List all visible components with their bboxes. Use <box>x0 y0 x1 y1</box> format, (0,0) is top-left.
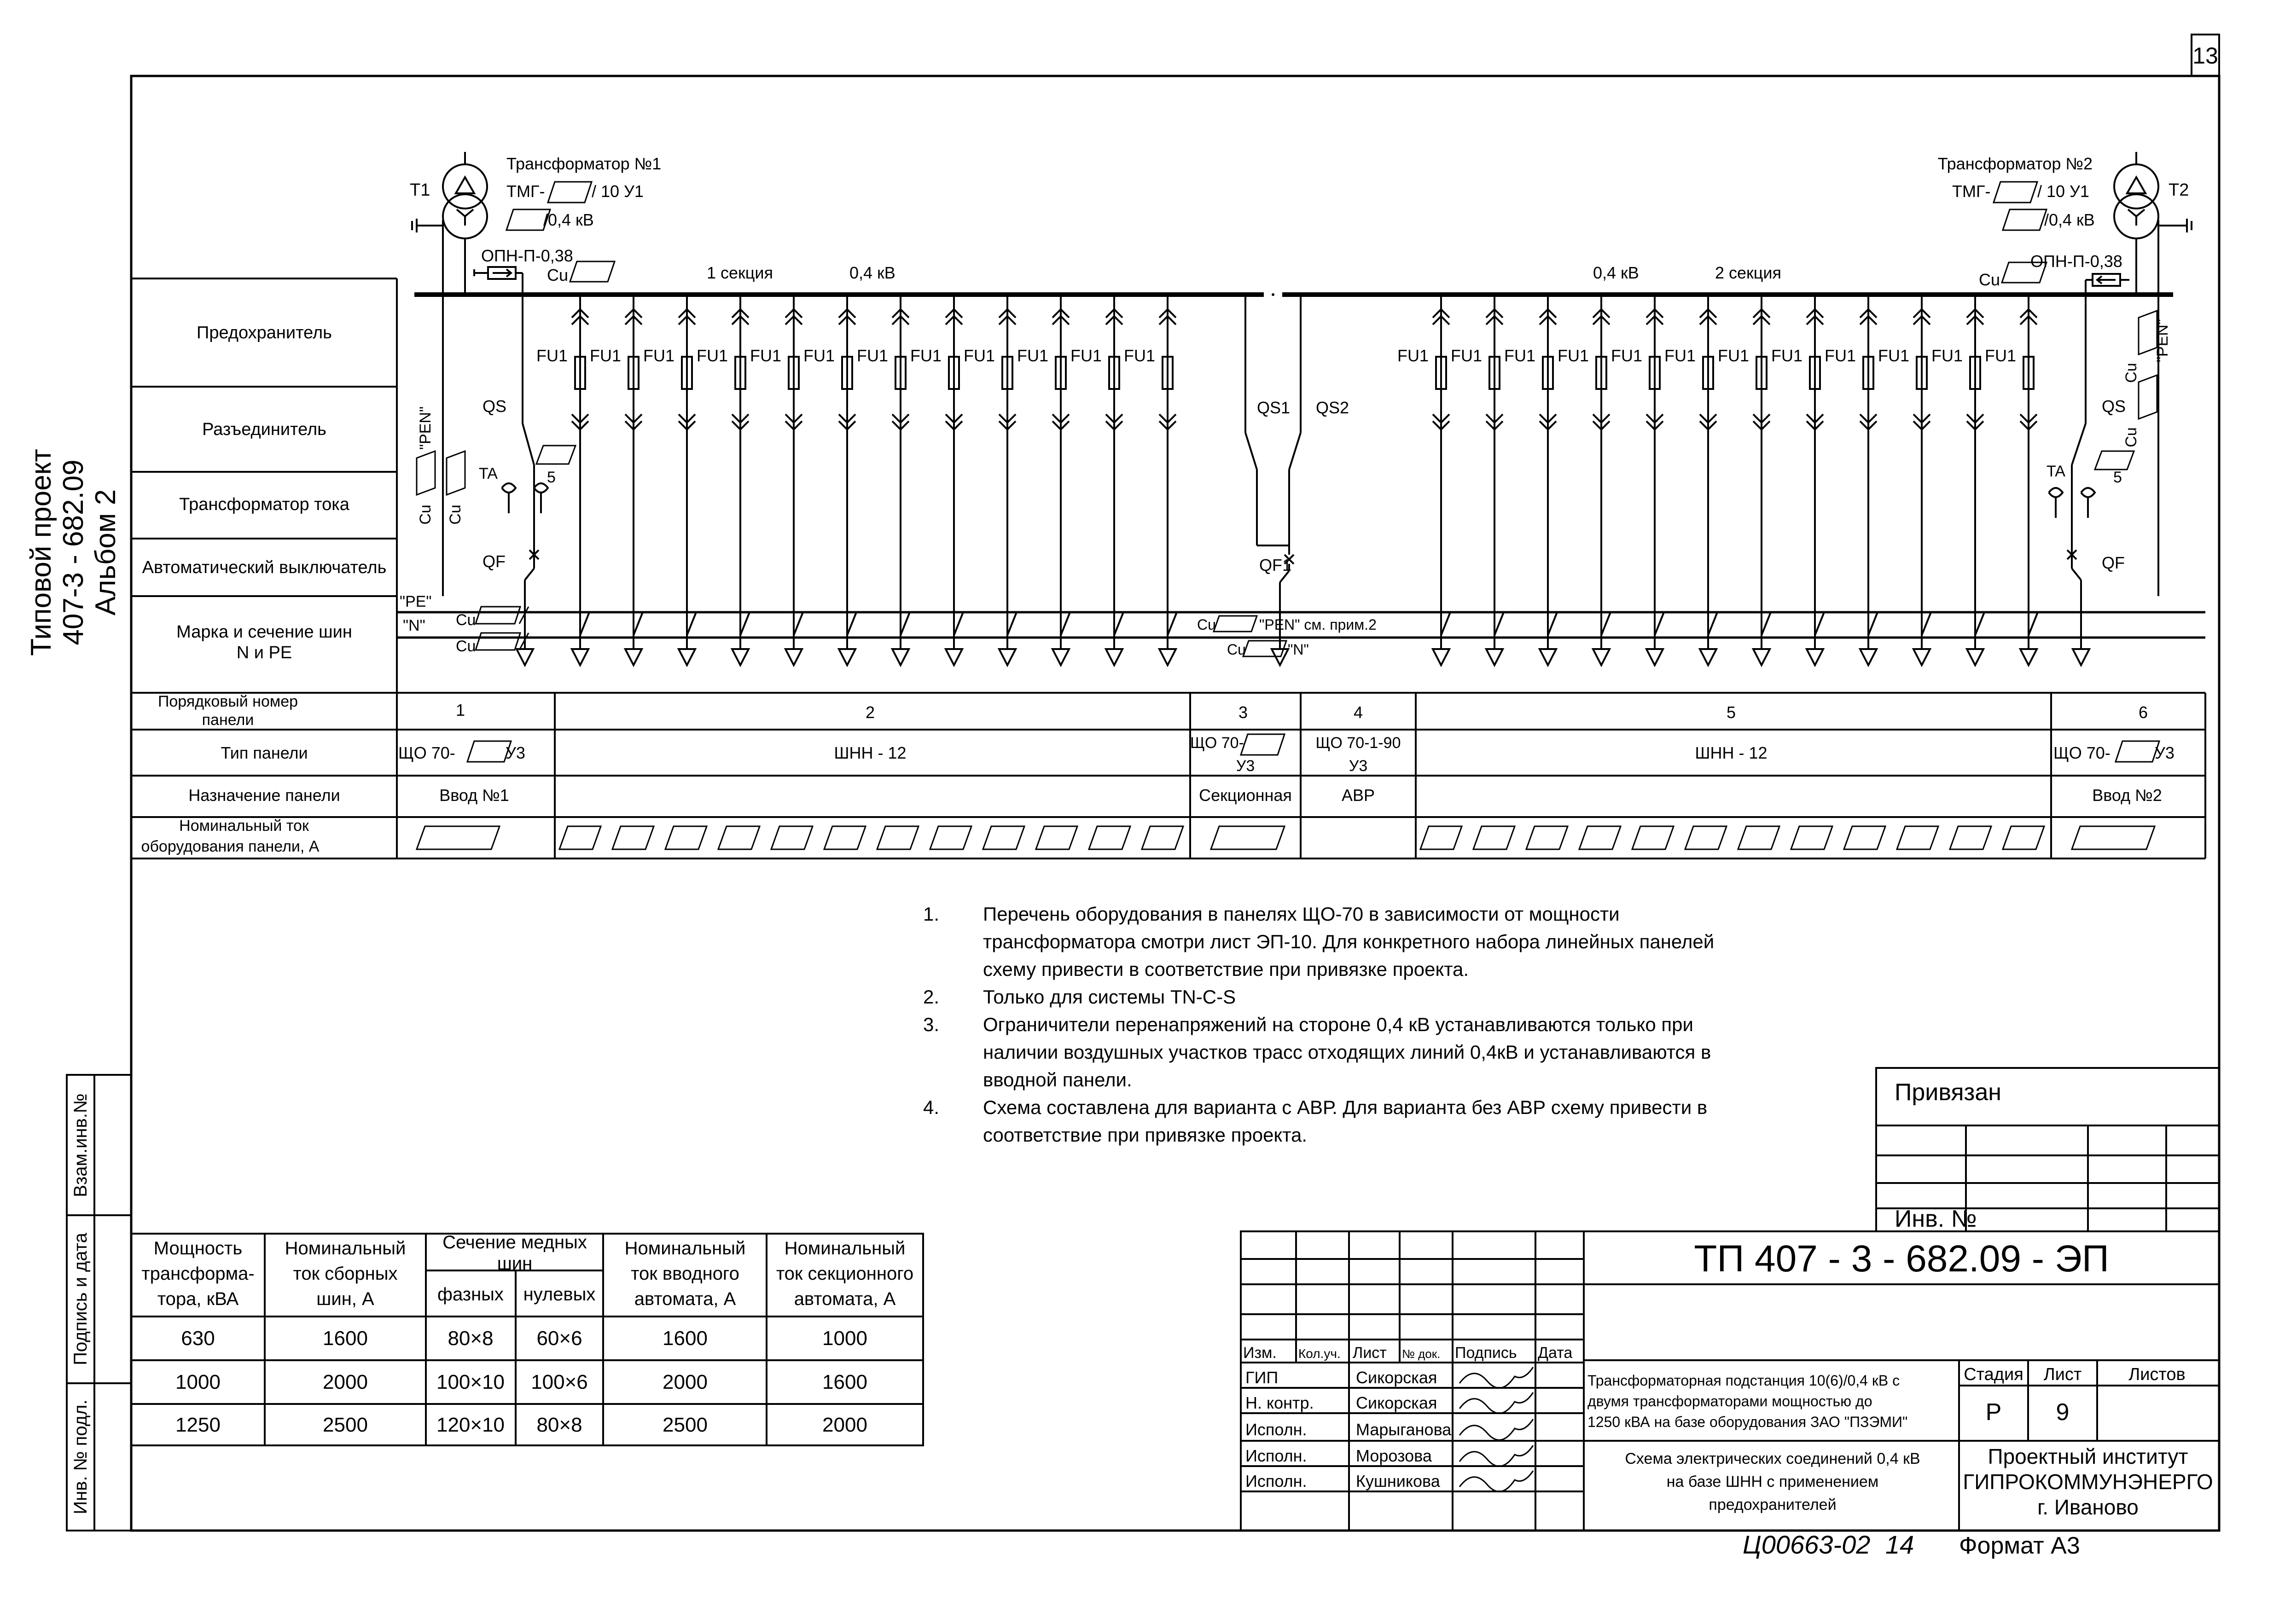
feeder-right-12 <box>2020 295 2038 665</box>
feeder-fu-label: FU1 <box>750 346 782 365</box>
pw-head-bus-3: шин, А <box>316 1289 374 1309</box>
feeder-right-8 <box>1807 295 1824 665</box>
feeder-left-9 <box>999 295 1017 665</box>
power-cell-r3-c1: 1250 <box>175 1414 221 1436</box>
current-box-panel-5-2 <box>1473 826 1515 849</box>
panel-1-type: ЩО 70- <box>398 743 455 762</box>
cu-right-vert-1: Cu <box>2122 363 2140 383</box>
power-cell-r3-c4: 80×8 <box>536 1414 582 1436</box>
feeder-right-2 <box>1486 295 1504 665</box>
t2-voltage-box <box>2003 209 2047 230</box>
power-cell-r3-c6: 2000 <box>822 1414 867 1436</box>
feeder-right-6 <box>1700 295 1717 665</box>
panel-6-type-box <box>2116 741 2159 762</box>
current-box-panel-5-3 <box>1526 826 1568 849</box>
cu-right-vert-2: Cu <box>2122 427 2140 447</box>
panel-number-3: 3 <box>1238 703 1248 722</box>
svg-text:Типовой проект: Типовой проект <box>25 449 57 656</box>
feeder-fu-label: FU1 <box>643 346 675 365</box>
power-cell-r3-c3: 120×10 <box>436 1414 505 1436</box>
sheets-label: Листов <box>2128 1365 2186 1384</box>
svg-text:схему привести в соответствие: схему привести в соответствие при привязке проекта. <box>983 958 1469 980</box>
pw-head-power-2: трансформа- <box>141 1264 255 1284</box>
feeder-left-3 <box>679 295 696 665</box>
feeder-left-4 <box>732 295 750 665</box>
qf-left-label: QF <box>483 552 506 571</box>
qf-right-label: QF <box>2102 553 2125 572</box>
panel-number-1: 1 <box>455 701 465 719</box>
current-box-panel-2-5 <box>771 826 813 849</box>
power-cell-r1-c5: 1600 <box>663 1327 708 1350</box>
t2-title: Трансформатор №2 <box>1937 154 2093 173</box>
feeder-fu-label: FU1 <box>964 346 995 365</box>
institute-2: ГИПРОКОММУНЭНЕРГО <box>1963 1470 2213 1494</box>
pen-note-label: "PEN" см. прим.2 <box>1259 616 1377 633</box>
row-label-disconnector: Разъединитель <box>202 420 326 439</box>
project-vertical-label <box>25 449 122 656</box>
feeder-fu-label: FU1 <box>803 346 835 365</box>
object-title-3: 1250 кВА на базе оборудования ЗАО "ПЗЭМИ" <box>1587 1414 1908 1430</box>
pw-head-input-1: Номинальный <box>624 1238 746 1259</box>
feeder-fu-label: FU1 <box>590 346 622 365</box>
pt-label-current-1: Номинальный ток <box>179 817 309 835</box>
pen-right-label: "PEN" <box>2154 319 2171 363</box>
n-label: "N" <box>403 617 425 634</box>
qs1-label: QS1 <box>1257 398 1291 417</box>
svg-text:Только для системы TN-C-S: Только для системы TN-C-S <box>983 986 1236 1008</box>
col-list: Лист <box>1353 1344 1387 1362</box>
institute-1: Проектный институт <box>1988 1444 2188 1468</box>
feeder-fu-label: FU1 <box>1504 346 1536 365</box>
feeder-fu-label: FU1 <box>1611 346 1643 365</box>
feeder-left-12 <box>1159 295 1177 665</box>
current-box-panel-2-12 <box>1142 826 1183 849</box>
panel-1-purpose: Ввод №1 <box>439 786 509 805</box>
panel-3-purpose: Секционная <box>1199 786 1292 805</box>
feeder-fu-label: FU1 <box>536 346 568 365</box>
sheet-label: Лист <box>2043 1365 2082 1384</box>
panel-2-type: ШНН - 12 <box>834 743 907 762</box>
current-box-panel-2-2 <box>612 826 654 849</box>
feeder-fu-label: FU1 <box>697 346 728 365</box>
handwritten-code: Ц00663-02 <box>1743 1530 1871 1559</box>
current-box-panel-5-5 <box>1632 826 1674 849</box>
panel-table-grid <box>131 693 2205 858</box>
signature-5 <box>1459 1471 1533 1491</box>
col-data: Дата <box>1538 1344 1573 1362</box>
current-box-panel-2-11 <box>1089 826 1130 849</box>
current-box-panel-2-1 <box>559 826 601 849</box>
current-box-panel-2-7 <box>877 826 919 849</box>
pt-label-current-2: оборудования панели, А <box>141 838 320 855</box>
signature-4 <box>1459 1445 1533 1466</box>
handwritten-num: 14 <box>1885 1530 1914 1559</box>
cu-right-vert-box-2 <box>2139 375 2157 419</box>
power-cell-r2-c3: 100×10 <box>436 1371 505 1393</box>
ta-left-box <box>536 446 576 464</box>
feeder-fu-label: FU1 <box>1931 346 1963 365</box>
svg-text:3.: 3. <box>923 1014 940 1035</box>
current-box-panel-5-6 <box>1685 826 1727 849</box>
svg-text:Перечень оборудования в панеля: Перечень оборудования в панелях ЩО-70 в зависимости от мощности <box>983 903 1620 925</box>
current-box-panel-5-12 <box>2003 826 2044 849</box>
panel-6-purpose: Ввод №2 <box>2092 786 2162 805</box>
ta-left-five: 5 <box>547 469 556 486</box>
current-box-panel-6 <box>2072 826 2155 849</box>
feeder-lines <box>517 295 2089 665</box>
t1-tag: T1 <box>410 180 430 200</box>
person-role-2: Н. контр. <box>1245 1393 1314 1412</box>
current-box-panel-1 <box>417 826 500 849</box>
object-title-2: двумя трансформаторами мощностью до <box>1587 1393 1872 1409</box>
bus-voltage-right: 0,4 кВ <box>1593 263 1639 282</box>
row-label-fuse: Предохранитель <box>197 323 332 342</box>
t1-title: Трансформатор №1 <box>506 154 662 173</box>
format-label: Формат А3 <box>1959 1532 2080 1559</box>
cu-pen-mid-box <box>1214 616 1257 632</box>
ta-right-box <box>2095 451 2134 470</box>
pt-label-number-2: панели <box>202 711 254 729</box>
current-box-panel-2-3 <box>665 826 707 849</box>
power-cell-r3-c2: 2500 <box>323 1414 368 1436</box>
power-table-rows <box>175 1327 867 1436</box>
opn-right-label: ОПН-П-0,38 <box>2030 252 2122 271</box>
t1-type-suffix: / 10 У1 <box>592 182 644 201</box>
panel-3-type-suffix: У3 <box>1236 757 1255 775</box>
panel-number-2: 2 <box>865 703 875 722</box>
person-name-4: Морозова <box>1356 1446 1432 1465</box>
feeder-left-1 <box>572 295 589 665</box>
sheet-title-1: Схема электрических соединений 0,4 кВ <box>1625 1450 1920 1467</box>
panel-4-type-2: У3 <box>1349 757 1368 775</box>
qs-left-label: QS <box>483 397 507 416</box>
row-label-n-pe: N и PE <box>236 643 292 662</box>
pe-label: "PE" <box>400 593 432 610</box>
current-box-panel-5-11 <box>1950 826 1991 849</box>
feeder-fu-label: FU1 <box>1451 346 1483 365</box>
svg-text:соответствие при привязке прое: соответствие при привязке проекта. <box>983 1124 1308 1146</box>
cu-right-top-label: Cu <box>1979 270 2000 289</box>
pt-label-type: Тип панели <box>221 743 308 762</box>
pw-head-input-3: автомата, А <box>634 1289 736 1309</box>
cu-n-label: Cu <box>456 638 476 655</box>
sheet-title-2: на базе ШНН с применением <box>1666 1473 1879 1491</box>
feeder-fu-label: FU1 <box>1558 346 1589 365</box>
object-title-1: Трансформаторная подстанция 10(6)/0,4 кВ с <box>1587 1372 1900 1389</box>
privyazan-inv: Инв. № <box>1895 1206 1977 1232</box>
t2-tag: T2 <box>2169 180 2189 200</box>
feeder-left-2 <box>625 295 643 665</box>
qs-right-label: QS <box>2102 397 2126 416</box>
pw-head-bus-2: ток сборных <box>293 1264 398 1284</box>
nominal-current-boxes <box>417 826 2155 849</box>
panel-number-5: 5 <box>1726 703 1736 722</box>
feeder-fu-label: FU1 <box>1397 346 1429 365</box>
stamp-inv: Инв. № подл. <box>70 1399 91 1514</box>
current-box-panel-5-10 <box>1897 826 1938 849</box>
panel-6-type: ЩО 70- <box>2053 743 2111 762</box>
feeder-left-7 <box>892 295 910 665</box>
opn-right-symbol <box>2086 274 2129 295</box>
sheet-title-3: предохранителей <box>1709 1496 1837 1514</box>
current-box-panel-2-10 <box>1036 826 1077 849</box>
feeder-right-11 <box>1967 295 1984 665</box>
signature-1 <box>1459 1367 1533 1388</box>
transformer-t1-symbol <box>412 152 487 596</box>
power-cell-r1-c1: 630 <box>181 1327 215 1350</box>
person-role-5: Исполн. <box>1245 1472 1307 1491</box>
cu-n-mid-label: Cu <box>1227 641 1246 658</box>
stamp-podpis: Подпись и дата <box>70 1233 91 1365</box>
power-cell-r1-c6: 1000 <box>822 1327 867 1350</box>
doc-code: ТП 407 - 3 - 682.09 - ЭП <box>1694 1238 2109 1280</box>
row-label-breaker: Автоматический выключатель <box>142 558 387 577</box>
feeder-right-10 <box>1913 295 1931 665</box>
pw-head-section-1: Сечение медных <box>442 1232 587 1253</box>
svg-text:Схема составлена для варианта: Схема составлена для варианта с АВР. Для варианта без АВР схему привести в <box>983 1096 1708 1118</box>
svg-text:трансформатора смотри лист ЭП-: трансформатора смотри лист ЭП-10. Для конкретного набора линейных панелей <box>983 931 1715 952</box>
cu-pen-mid-label: Cu <box>1197 616 1216 633</box>
feeder-right-4 <box>1593 295 1611 665</box>
section-2-label: 2 секция <box>1715 263 1782 282</box>
power-cell-r3-c5: 2500 <box>663 1414 708 1436</box>
ta-right-label: TA <box>2047 463 2065 480</box>
panel-1-type-suffix: У3 <box>506 743 525 762</box>
cu-left-top-box <box>570 261 615 282</box>
sheet-value: 9 <box>2056 1399 2070 1426</box>
person-name-2: Сикорская <box>1356 1393 1437 1412</box>
input-arrow-3 <box>2073 596 2089 665</box>
current-box-panel-5-8 <box>1791 826 1832 849</box>
person-role-3: Исполн. <box>1245 1420 1307 1439</box>
feeder-right-5 <box>1646 295 1664 665</box>
t2-type-prefix: ТМГ- <box>1952 182 1991 201</box>
feeder-fu-label: FU1 <box>1017 346 1049 365</box>
current-box-panel-5-1 <box>1420 826 1462 849</box>
notes <box>923 903 1714 1146</box>
opn-left-symbol <box>474 267 523 295</box>
title-block-people <box>1245 1367 1533 1491</box>
feeder-right-7 <box>1753 295 1771 665</box>
person-name-3: Марыганова <box>1356 1420 1452 1439</box>
panel-number-4: 4 <box>1353 703 1363 722</box>
pw-head-phase: фазных <box>437 1284 504 1305</box>
t1-voltage: /0,4 кВ <box>543 210 594 229</box>
power-cell-r2-c5: 2000 <box>663 1371 708 1393</box>
row-label-current-transformer: Трансформатор тока <box>179 495 349 514</box>
cu-left-vert-1: Cu <box>417 505 434 525</box>
privyazan-title: Привязан <box>1895 1079 2002 1106</box>
current-box-panel-2-9 <box>983 826 1024 849</box>
feeder-fu-label: FU1 <box>1070 346 1102 365</box>
t2-type-suffix: / 10 У1 <box>2037 182 2089 201</box>
power-cell-r1-c2: 1600 <box>323 1327 368 1350</box>
power-cell-r1-c4: 60×6 <box>536 1327 582 1350</box>
row-label-bus-mark: Марка и сечение шин <box>176 622 352 642</box>
cu-n-box <box>476 633 520 650</box>
bus-voltage-left: 0,4 кВ <box>849 263 895 282</box>
feeder-right-3 <box>1540 295 1557 665</box>
feeder-left-5 <box>785 295 803 665</box>
svg-text:4.: 4. <box>923 1096 940 1118</box>
svg-text:Альбом 2: Альбом 2 <box>90 489 122 616</box>
section-1-label: 1 секция <box>707 263 773 282</box>
qs2-label: QS2 <box>1316 398 1349 417</box>
svg-text:вводной панели.: вводной панели. <box>983 1069 1132 1090</box>
pen-left-label: "PEN" <box>417 406 434 450</box>
current-box-panel-2-8 <box>930 826 971 849</box>
person-name-1: Сикорская <box>1356 1368 1437 1387</box>
pw-head-secauto-1: Номинальный <box>784 1238 906 1259</box>
panel-1-type-box <box>467 741 511 762</box>
panel-4-purpose: АВР <box>1341 786 1375 805</box>
cu-pe-label: Cu <box>456 611 476 629</box>
pw-head-section-2: шин <box>497 1253 533 1274</box>
stamp-vzam: Взам.инв.№ <box>70 1093 91 1197</box>
pw-head-power-1: Мощность <box>153 1238 243 1259</box>
feeder-right-9 <box>1860 295 1878 665</box>
svg-text:Ограничители перенапряжений на: Ограничители перенапряжений на стороне 0,4 кВ устанавливаются только при <box>983 1014 1693 1035</box>
pt-label-purpose: Назначение панели <box>188 786 340 805</box>
feeder-right-1 <box>1433 295 1450 665</box>
t1-power-box <box>548 182 592 203</box>
current-box-panel-2-4 <box>718 826 760 849</box>
panel-3-type-box <box>1241 734 1285 755</box>
person-role-1: ГИП <box>1245 1368 1279 1387</box>
stage-value: Р <box>1985 1399 2002 1426</box>
feeder-left-11 <box>1106 295 1123 665</box>
person-name-5: Кушникова <box>1356 1472 1440 1491</box>
cu-left-top-label: Cu <box>547 266 569 284</box>
feeder-left-6 <box>839 295 856 665</box>
feeder-fu-label: FU1 <box>1878 346 1910 365</box>
opn-left-label: ОПН-П-0,38 <box>481 246 573 265</box>
institute-3: г. Иваново <box>2037 1495 2139 1519</box>
feeder-fu-label: FU1 <box>1825 346 1856 365</box>
feeder-fu-label: FU1 <box>1718 346 1750 365</box>
pt-label-number-1: Порядковый номер <box>157 693 298 710</box>
qf1-label: QF1 <box>1259 556 1292 574</box>
panel-5-type: ШНН - 12 <box>1695 743 1768 762</box>
feeder-left-8 <box>946 295 963 665</box>
current-box-panel-5-9 <box>1844 826 1885 849</box>
feeder-fu-label: FU1 <box>1124 346 1156 365</box>
svg-text:407-3 - 682.09: 407-3 - 682.09 <box>58 459 89 645</box>
cu-pe-box <box>476 607 520 624</box>
current-box-panel-3 <box>1211 826 1285 849</box>
power-cell-r2-c6: 1600 <box>822 1371 867 1393</box>
t2-voltage: /0,4 кВ <box>2044 210 2095 229</box>
feeder-left-10 <box>1052 295 1070 665</box>
pw-head-zero: нулевых <box>523 1284 596 1305</box>
feeder-fu-label: FU1 <box>857 346 889 365</box>
col-podpis: Подпись <box>1455 1344 1517 1362</box>
ta-right-five: 5 <box>2113 469 2122 486</box>
power-cell-r1-c3: 80×8 <box>448 1327 494 1350</box>
input-1-circuit <box>502 295 548 596</box>
stage-label: Стадия <box>1964 1365 2023 1384</box>
current-box-panel-5-4 <box>1579 826 1621 849</box>
current-box-panel-2-6 <box>824 826 866 849</box>
pw-head-secauto-3: автомата, А <box>794 1289 896 1309</box>
svg-text:1.: 1. <box>923 903 940 925</box>
panel-number-6: 6 <box>2138 703 2148 722</box>
feeder-fu-label: FU1 <box>1985 346 2017 365</box>
signature-2 <box>1459 1392 1533 1413</box>
cu-left-vert-box-2 <box>447 451 465 495</box>
t1-type-prefix: ТМГ- <box>506 182 545 201</box>
cu-left-vert-box-1 <box>417 451 435 495</box>
cu-left-vert-2: Cu <box>447 505 464 525</box>
pw-head-secauto-2: ток секционного <box>776 1264 914 1284</box>
input-2-circuit <box>2049 295 2095 596</box>
feeder-fu-label: FU1 <box>1771 346 1803 365</box>
svg-text:наличии воздушных участков тра: наличии воздушных участков трасс отходящих линий 0,4кВ и устанавливаются в <box>983 1041 1711 1063</box>
current-box-panel-5-7 <box>1738 826 1779 849</box>
signature-3 <box>1459 1419 1533 1440</box>
feeder-fu-label: FU1 <box>1664 346 1696 365</box>
power-cell-r2-c1: 1000 <box>175 1371 221 1393</box>
col-ndoc: № док. <box>1402 1347 1441 1361</box>
pw-head-power-3: тора, кВА <box>157 1289 239 1309</box>
pw-head-input-2: ток вводного <box>631 1264 739 1284</box>
sheet-number: 13 <box>2192 43 2218 69</box>
power-cell-r2-c2: 2000 <box>323 1371 368 1393</box>
n-mid-label: "N" <box>1288 641 1309 658</box>
t2-power-box <box>1994 182 2037 203</box>
pw-head-bus-1: Номинальный <box>285 1238 406 1259</box>
svg-text:2.: 2. <box>923 986 940 1008</box>
panel-3-type: ЩО 70- <box>1190 734 1244 752</box>
person-role-4: Исполн. <box>1245 1446 1307 1465</box>
panel-6-type-suffix: У3 <box>2155 743 2175 762</box>
panel-4-type-1: ЩО 70-1-90 <box>1315 734 1401 752</box>
col-koluch: Кол.уч. <box>1298 1346 1341 1361</box>
feeder-fu-label: FU1 <box>910 346 942 365</box>
ta-left-label: TA <box>479 465 498 482</box>
bus-gap-marker <box>1272 293 1274 296</box>
col-izm: Изм. <box>1243 1344 1277 1362</box>
power-cell-r2-c4: 100×6 <box>531 1371 588 1393</box>
